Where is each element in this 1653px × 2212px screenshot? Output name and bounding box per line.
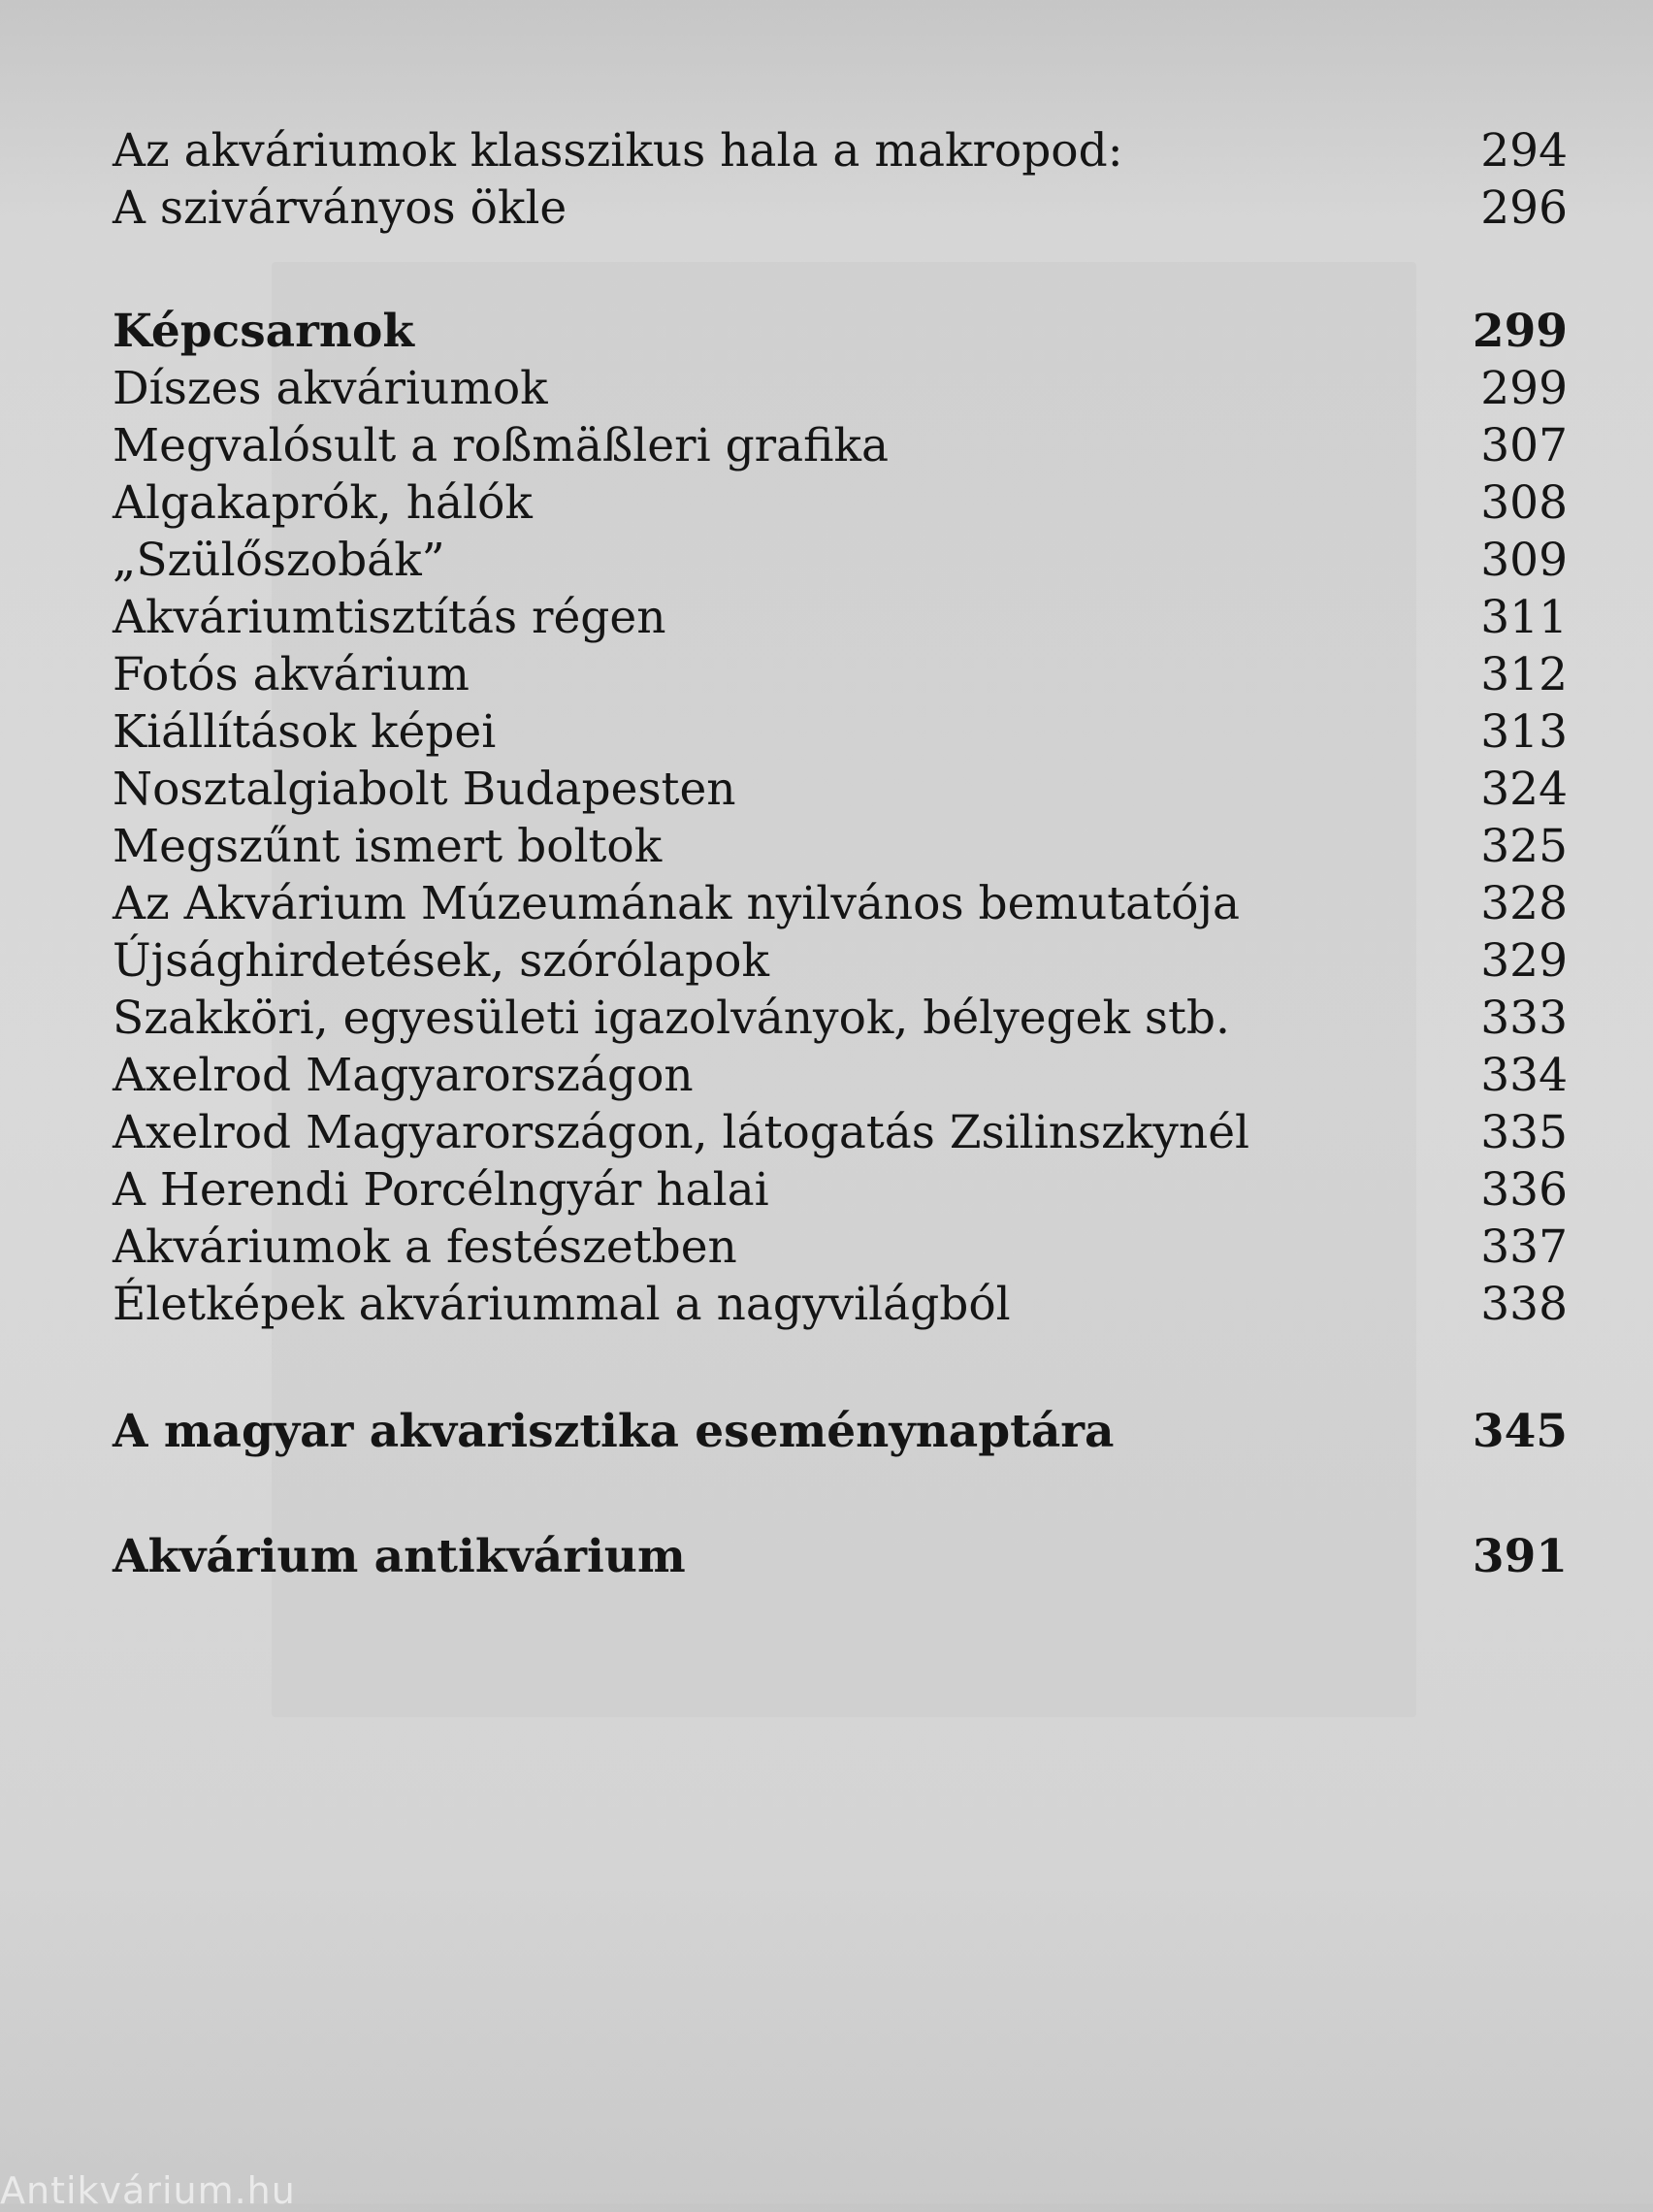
toc-entry bbox=[113, 1104, 1568, 1161]
table-of-contents bbox=[113, 122, 1568, 1585]
toc-entry-title: Kiállítások képei bbox=[113, 705, 497, 759]
toc-entry-page: 294 bbox=[1480, 124, 1568, 178]
toc-entry bbox=[113, 122, 1568, 179]
toc-entry-title: Díszes akváriumok bbox=[113, 362, 548, 415]
toc-entry-page: 328 bbox=[1480, 877, 1568, 930]
toc-section-heading bbox=[113, 303, 1568, 360]
toc-section-heading bbox=[113, 1528, 1568, 1585]
toc-entry-page: 334 bbox=[1480, 1049, 1568, 1102]
toc-section-page: 299 bbox=[1472, 305, 1568, 358]
toc-entry-title: Fotós akvárium bbox=[113, 648, 470, 701]
toc-entry-page: 296 bbox=[1480, 181, 1568, 235]
section-spacer bbox=[113, 1333, 1568, 1403]
toc-entry bbox=[113, 703, 1568, 761]
toc-entry-page: 329 bbox=[1480, 934, 1568, 988]
toc-entry-title: Nosztalgiabolt Budapesten bbox=[113, 763, 736, 816]
toc-entry-title: Életképek akváriummal a nagyvilágból bbox=[113, 1278, 1011, 1331]
toc-entry bbox=[113, 761, 1568, 818]
toc-entry bbox=[113, 179, 1568, 237]
toc-entry bbox=[113, 990, 1568, 1047]
toc-entry bbox=[113, 532, 1568, 589]
toc-entry-page: 335 bbox=[1480, 1106, 1568, 1159]
toc-entry-title: „Szülőszobák” bbox=[113, 534, 445, 587]
toc-entry-page: 309 bbox=[1480, 534, 1568, 587]
toc-entry-title: A szivárványos ökle bbox=[113, 181, 567, 235]
toc-entry-page: 338 bbox=[1480, 1278, 1568, 1331]
toc-entry-page: 308 bbox=[1480, 476, 1568, 530]
toc-entry-title: Akváriumtisztítás régen bbox=[113, 591, 666, 644]
toc-entry-title: Megszűnt ismert boltok bbox=[113, 820, 663, 873]
toc-entry bbox=[113, 1161, 1568, 1219]
toc-entry-page: 299 bbox=[1480, 362, 1568, 415]
toc-section-page: 391 bbox=[1472, 1530, 1568, 1583]
toc-entry-page: 324 bbox=[1480, 763, 1568, 816]
toc-entry-page: 311 bbox=[1480, 591, 1568, 644]
toc-entry bbox=[113, 1219, 1568, 1276]
toc-section-title: A magyar akvarisztika eseménynaptára bbox=[113, 1405, 1115, 1458]
watermark: Antikvárium.hu bbox=[0, 2169, 296, 2212]
toc-entry-page: 336 bbox=[1480, 1163, 1568, 1217]
toc-entry bbox=[113, 646, 1568, 703]
toc-entry bbox=[113, 932, 1568, 990]
toc-entry-title: Újsághirdetések, szórólapok bbox=[113, 934, 769, 988]
toc-entry-page: 325 bbox=[1480, 820, 1568, 873]
toc-entry-page: 337 bbox=[1480, 1220, 1568, 1274]
toc-section-title: Akvárium antikvárium bbox=[113, 1530, 686, 1583]
toc-entry-title: Akváriumok a festészetben bbox=[113, 1220, 737, 1274]
toc-entry-title: Megvalósult a roßmäßleri grafika bbox=[113, 419, 889, 472]
section-spacer bbox=[113, 237, 1568, 303]
toc-entry-title: Algakaprók, hálók bbox=[113, 476, 533, 530]
toc-entry bbox=[113, 818, 1568, 875]
toc-entry bbox=[113, 360, 1568, 417]
toc-entry-title: Az akváriumok klasszikus hala a makropod: bbox=[113, 124, 1123, 178]
toc-entry-title: Az Akvárium Múzeumának nyilvános bemutatója bbox=[113, 877, 1240, 930]
toc-entry bbox=[113, 474, 1568, 532]
toc-entry-page: 333 bbox=[1480, 992, 1568, 1045]
toc-entry bbox=[113, 875, 1568, 932]
toc-entry-page: 313 bbox=[1480, 705, 1568, 759]
toc-section-title: Képcsarnok bbox=[113, 305, 414, 358]
toc-entry bbox=[113, 589, 1568, 646]
toc-entry bbox=[113, 1276, 1568, 1333]
toc-entry-title: Axelrod Magyarországon, látogatás Zsilinszkynél bbox=[113, 1106, 1250, 1159]
toc-entry-title: A Herendi Porcélngyár halai bbox=[113, 1163, 769, 1217]
toc-entry bbox=[113, 417, 1568, 474]
toc-section-heading bbox=[113, 1403, 1568, 1460]
section-spacer bbox=[113, 1460, 1568, 1528]
toc-entry-title: Axelrod Magyarországon bbox=[113, 1049, 694, 1102]
toc-entry-page: 312 bbox=[1480, 648, 1568, 701]
toc-entry-page: 307 bbox=[1480, 419, 1568, 472]
toc-section-page: 345 bbox=[1472, 1405, 1568, 1458]
toc-entry bbox=[113, 1047, 1568, 1104]
toc-entry-title: Szakköri, egyesületi igazolványok, bélyegek stb. bbox=[113, 992, 1230, 1045]
